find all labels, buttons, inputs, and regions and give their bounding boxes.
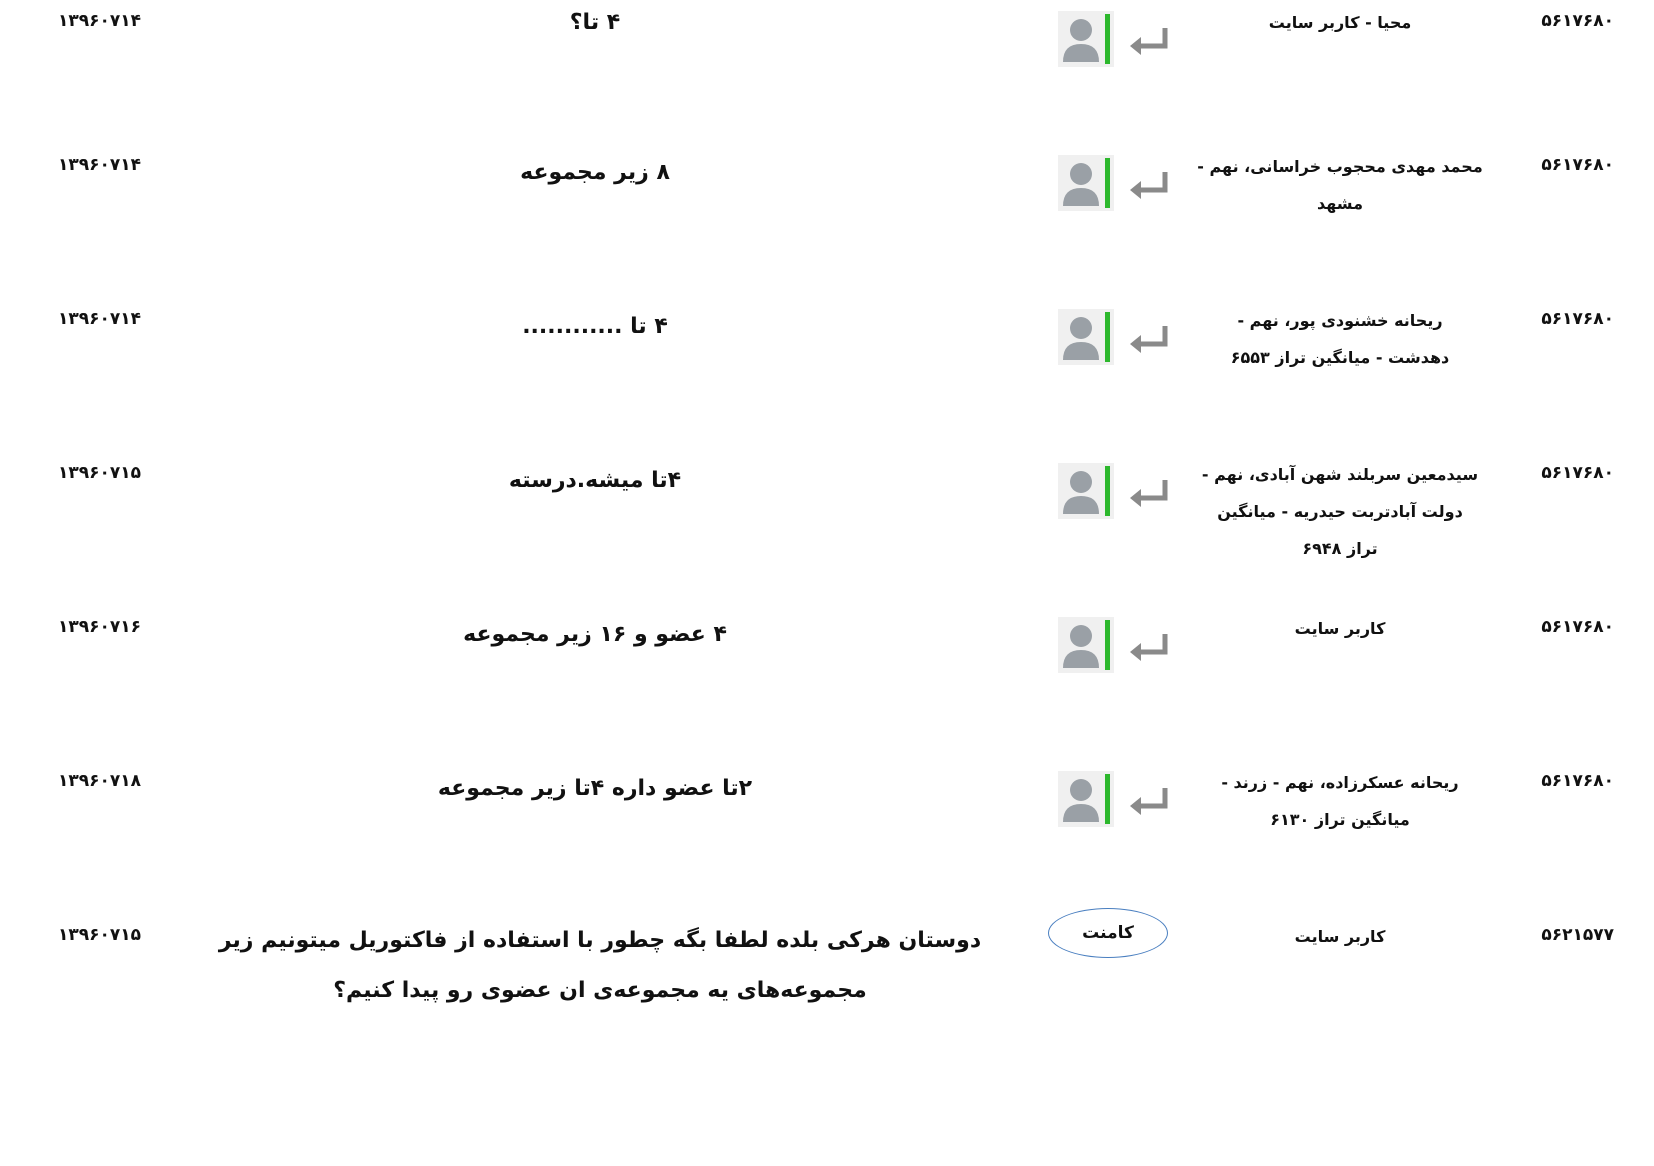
comment-row bbox=[0, 302, 1654, 442]
reply-arrow-icon[interactable] bbox=[1125, 778, 1173, 822]
comment-date: ۱۳۹۶۰۷۱۴ bbox=[58, 309, 142, 329]
author-name: محیا - کاربر سایت bbox=[1268, 13, 1412, 32]
comment-row bbox=[0, 456, 1654, 596]
comment-row bbox=[0, 764, 1654, 904]
reply-arrow-icon[interactable] bbox=[1125, 470, 1173, 514]
avatar-icon bbox=[1055, 8, 1119, 70]
comment-text: ۲تا عضو داره ۴تا زیر مجموعه bbox=[437, 776, 753, 801]
post-id: ۵۶۱۷۶۸۰ bbox=[1541, 771, 1614, 791]
comment-date: ۱۳۹۶۰۷۱۴ bbox=[58, 11, 142, 31]
comment-badge[interactable]: کامنت bbox=[1048, 908, 1168, 958]
avatar-icon bbox=[1055, 460, 1119, 522]
author-name: ریحانه عسکرزاده، نهم - زرند - میانگین تراز ۶۱۳۰ bbox=[1221, 773, 1459, 829]
comment-text: دوستان هرکی بلده لطفا بگه چطور با استفاده از فاکتوریل میتونیم زیر مجموعه‌های یه مجموعه‌ی ان عضوی رو پیدا کنیم؟ bbox=[218, 928, 982, 1003]
comment-row bbox=[0, 148, 1654, 288]
post-id: ۵۶۱۷۶۸۰ bbox=[1541, 11, 1614, 31]
comment-row-question bbox=[0, 918, 1654, 1028]
comment-text: ۴ تا؟ bbox=[569, 10, 621, 35]
comment-date: ۱۳۹۶۰۷۱۴ bbox=[58, 155, 142, 175]
post-id: ۵۶۱۷۶۸۰ bbox=[1541, 617, 1614, 637]
comment-date: ۱۳۹۶۰۷۱۵ bbox=[58, 463, 142, 483]
reply-arrow-icon[interactable] bbox=[1125, 162, 1173, 206]
post-id: ۵۶۲۱۵۷۷ bbox=[1541, 925, 1614, 945]
comment-row bbox=[0, 4, 1654, 144]
comment-text: ۴ تا ............ bbox=[522, 314, 668, 339]
comment-text: ۴تا میشه.درسته bbox=[508, 468, 682, 493]
comment-text: ۴ عضو و ۱۶ زیر مجموعه bbox=[463, 622, 727, 647]
author-name: محمد مهدی محجوب خراسانی، نهم - مشهد bbox=[1197, 157, 1483, 213]
comment-date: ۱۳۹۶۰۷۱۵ bbox=[58, 925, 142, 945]
post-id: ۵۶۱۷۶۸۰ bbox=[1541, 309, 1614, 329]
author-name: کاربر سایت bbox=[1294, 927, 1386, 946]
avatar-icon bbox=[1055, 152, 1119, 214]
comment-text: ۸ زیر مجموعه bbox=[520, 160, 670, 185]
author-name: ریحانه خشنودی پور، نهم - دهدشت - میانگین تراز ۶۵۵۳ bbox=[1230, 311, 1450, 367]
post-id: ۵۶۱۷۶۸۰ bbox=[1541, 155, 1614, 175]
comment-date: ۱۳۹۶۰۷۱۶ bbox=[58, 617, 142, 637]
reply-arrow-icon[interactable] bbox=[1125, 624, 1173, 668]
avatar-icon bbox=[1055, 306, 1119, 368]
avatar-icon bbox=[1055, 768, 1119, 830]
post-id: ۵۶۱۷۶۸۰ bbox=[1541, 463, 1614, 483]
reply-arrow-icon[interactable] bbox=[1125, 18, 1173, 62]
reply-arrow-icon[interactable] bbox=[1125, 316, 1173, 360]
comment-row bbox=[0, 610, 1654, 750]
author-name: سیدمعین سربلند شهن آبادی، نهم - دولت آبادتربت حیدریه - میانگین تراز ۶۹۴۸ bbox=[1201, 465, 1479, 558]
author-name: کاربر سایت bbox=[1294, 619, 1386, 638]
avatar-icon bbox=[1055, 614, 1119, 676]
comment-date: ۱۳۹۶۰۷۱۸ bbox=[58, 771, 142, 791]
